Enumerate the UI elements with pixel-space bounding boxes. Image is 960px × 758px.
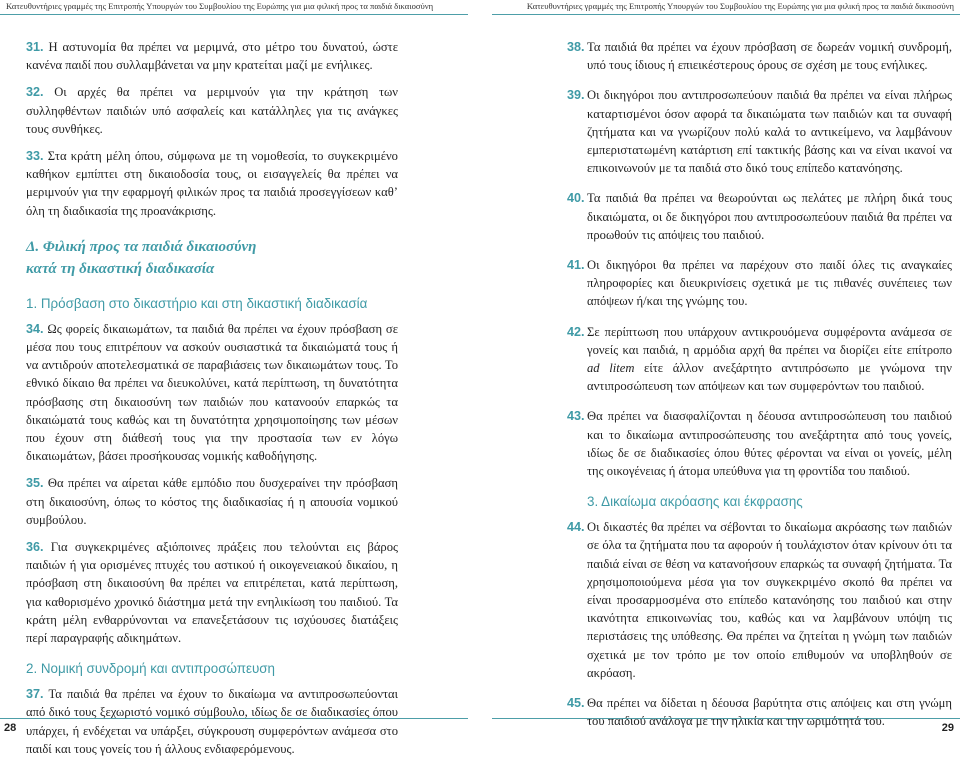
paragraph-35 [26,474,398,529]
paragraph-38 [567,38,952,74]
paragraph-37 [26,685,398,758]
paragraph-text: Στα κράτη μέλη όπου, σύμφωνα με τη νομοθεσία, το συγκεκριμένο καθήκον εμπίπτει στη δικαιοδοσία τους, οι εισαγγελείς θα πρέπει να μεριμνούν για την εφαρμογή φιλικών προς τα παιδιά προσεγγίσεων καθ’ όλη τη διαδικασία της προανάκρισης. [26,149,398,218]
paragraph-number: 44. [567,520,585,535]
paragraph-number: 42. [567,324,585,339]
paragraph-33 [26,147,398,220]
paragraph-number: 34. [26,321,44,336]
paragraph-text: Τα παιδιά θα πρέπει να έχουν το δικαίωμα να αντιπροσωπεύονται από δικό τους ξεχωριστό νομικό σύμβουλο, ιδίως δε σε διαδικασίες όπου υπάρχει, ή ενδέχεται να υπάρξει, σύγκρουση συμφερόντων ανάμεσα στο παιδί και τους γονείς του ή άλλους ενδιαφερόμενους. [26,687,398,756]
paragraph-text: είτε άλλον ανεξάρτητο αντιπρόσωπο με γνώμονα την αντιπροσώπευση των απόψεων και των συμφερόντων του παιδιού. [587,361,952,394]
paragraph-text: Σε περίπτωση που υπάρχουν αντικρουόμενα συμφέροντα ανάμεσα σε γονείς και παιδιά, η αρμόδια αρχή θα πρέπει να διορίζει είτε επίτροπο [587,324,952,357]
paragraph-31 [26,38,398,74]
paragraph-text: Η αστυνομία θα πρέπει να μεριμνά, στο μέτρο του δυνατού, ώστε κανένα παιδί που συλλαμβάνεται να μην κρατείται μαζί με ενήλικες. [26,40,398,73]
section-title [26,236,398,280]
running-header-left: Κατευθυντήριες γραμμές της Επιτροπής Υπουργών του Συμβουλίου της Ευρώπης για μια φιλική προς τα παιδιά δικαιοσύνη [6,1,434,11]
running-header-right: Κατευθυντήριες γραμμές της Επιτροπής Υπουργών του Συμβουλίου της Ευρώπης για μια φιλική προς τα παιδιά δικαιοσύνη [526,1,954,11]
paragraph-number: 38. [567,40,585,54]
section-title-line-1: Δ. Φιλική προς τα παιδιά δικαιοσύνη [26,238,257,255]
page-number-left: 28 [4,722,17,734]
paragraph-43 [567,407,952,480]
paragraph-text: Οι δικαστές θα πρέπει να σέβονται το δικαίωμα ακρόασης των παιδιών σε όλα τα ζητήματα που τα αφορούν ή τουλάχιστον όταν κρίνουν ότι τα παιδιά είναι σε θέση να κατανοήσουν επαρκώς τα συναφή ζητήματα. Τα χρησιμοποιούμενα μέσα για τον συγκεκριμένο σκοπό θα πρέπει να είναι προσαρμοσμένα στο επίπεδο κατανόησης του παιδιού και στην ικανότητα επικοινωνίας του, καθώς και να λαμβάνουν υπόψη τις περιστάσεις της υπόθεσης. Θα πρέπει να ζητείται η γνώμη των παιδιών σχετικά με τον τρόπο με τον οποίο επιθυμούν να υποβληθούν σε ακρόαση. [587,520,952,680]
paragraph-number: 45. [567,696,585,711]
header-rule-right [492,14,960,15]
paragraph-41 [567,256,952,311]
footer-rule-left [0,718,468,719]
page-number-right: 29 [941,722,954,734]
paragraph-text: Τα παιδιά θα πρέπει να θεωρούνται ως πελάτες με πλήρη δικά τους δικαιώματα, οι δε δικηγόροι που αντιπροσωπεύουν παιδιά θα πρέπει να προωθούν τις απόψεις του παιδιού. [587,191,952,242]
right-page-column [567,38,952,731]
paragraph-40 [567,189,952,244]
paragraph-text: Οι δικηγόροι που αντιπροσωπεύουν παιδιά θα πρέπει να είναι πλήρως καταρτισμένοι όσον αφορά τα δικαιώματα των παιδιών και τα συναφή ζητήματα και να γνωρίζουν πολύ καλά το αντικείμενο, να λαμβάνουν εμπεριστατωμένη κατάρτιση επί τακτικής βάσης και να είναι ικανοί να επικοινωνούν με τα παιδιά στο δικό τους επίπεδο κατανόησης. [587,88,952,176]
subsection-title-2: 2. Νομική συνδρομή και αντιπροσώπευση [26,661,275,677]
paragraph-36 [26,538,398,647]
paragraph-39 [567,86,952,177]
paragraph-number: 39. [567,88,585,103]
paragraph-44 [567,518,952,682]
paragraph-34 [26,320,398,466]
subsection-title-3: 3. Δικαίωμα ακρόασης και έκφρασης [587,494,803,510]
paragraph-42 [567,323,952,396]
paragraph-text: Ως φορείς δικαιωμάτων, τα παιδιά θα πρέπει να έχουν πρόσβαση σε μέσα που τους επιτρέπουν να ασκούν ουσιαστικά τα δικαιώματά τους ή να αντιδρούν αποτελεσματικά σε παραβιάσεις των δικαιωμάτων τους. Το εθνικό δίκαιο θα πρέπει να διευκολύνει, κατά περίπτωση, τη δυνατότητα πρόσβασης στη δικαιοσύνη των παιδιών που κατανοούν επαρκώς τα δικαιώματά τους καθώς και τη δυνατότητα χρησιμοποίησης των μέσων που έχουν στη διάθεσή τους για την προστασία των εν λόγω δικαιωμάτων, βάσει προσήκουσας νομικής καθοδήγησης. [26,321,398,464]
paragraph-text: Θα πρέπει να διασφαλίζονται η δέουσα αντιπροσώπευση του παιδιού και το δικαίωμα αντιπροσώπευσης του ανεξάρτητα από τους γονείς, ιδίως δε σε διαδικασίες όπου θύτες φέρονται να είναι οι γονείς, μέλη της οικογένειας ή άτομα υπεύθυνα για τη φροντίδα του παιδιού. [587,409,952,479]
paragraph-number: 31. [26,40,44,54]
paragraph-number: 36. [26,540,44,555]
left-page-column [26,38,398,758]
paragraph-number: 40. [567,191,585,206]
footer-rule-right [492,718,960,719]
paragraph-number: 33. [26,149,44,164]
paragraph-number: 32. [26,85,44,100]
paragraph-45 [567,694,952,730]
paragraph-text: Οι αρχές θα πρέπει να μεριμνούν για την κράτηση των συλληφθέντων παιδιών υπό ασφαλείς και κατάλληλες για τις ανάγκες τους συνθήκες. [26,85,398,136]
section-title-line-2: κατά τη δικαστική διαδικασία [26,260,215,277]
paragraph-number: 41. [567,258,585,273]
paragraph-text: Για συγκεκριμένες αξιόποινες πράξεις που τελούνται εις βάρος παιδιών ή για ορισμένες πτυχές του αστικού ή οικογενειακού δικαίου, η πρόσβαση στη δικαιοσύνη θα πρέπει να επιτρέπεται, κατά περίπτωση, για καθορισμένο χρονικό διάστημα μετά την ενηλικίωση του παιδιού. Τα κράτη μέλη ενθαρρύνονται να επανεξετάσουν τις ισχύουσες διατάξεις περί παραγραφής αδικημάτων. [26,540,398,646]
subsection-title-1: 1. Πρόσβαση στο δικαστήριο και στη δικαστική διαδικασία [26,295,368,311]
header-rule-left [0,14,468,15]
ad-litem-term: ad litem [587,361,635,376]
paragraph-number: 37. [26,687,44,702]
paragraph-text: Θα πρέπει να αίρεται κάθε εμπόδιο που δυσχεραίνει την πρόσβαση στη δικαιοσύνη, όπως το κόστος της διαδικασίας ή η απουσία νομικού συμβούλου. [26,476,398,527]
paragraph-number: 35. [26,476,44,491]
paragraph-text: Τα παιδιά θα πρέπει να έχουν πρόσβαση σε δωρεάν νομική συνδρομή, υπό τους ίδιους ή επιεικέστερους όρους σε σχέση με τους ενήλικες. [587,40,952,73]
paragraph-32 [26,83,398,138]
paragraph-number: 43. [567,409,585,424]
paragraph-text: Οι δικηγόροι θα πρέπει να παρέχουν στο παιδί όλες τις αναγκαίες πληροφορίες και διευκρινίσεις σχετικά με τις πιθανές συνέπειες των απόψεων ή/και της γνώμης του. [587,258,952,309]
paragraph-text: Θα πρέπει να δίδεται η δέουσα βαρύτητα στις απόψεις και στη γνώμη του παιδιού ανάλογα με την ηλικία και την ωριμότητά του. [587,696,952,729]
